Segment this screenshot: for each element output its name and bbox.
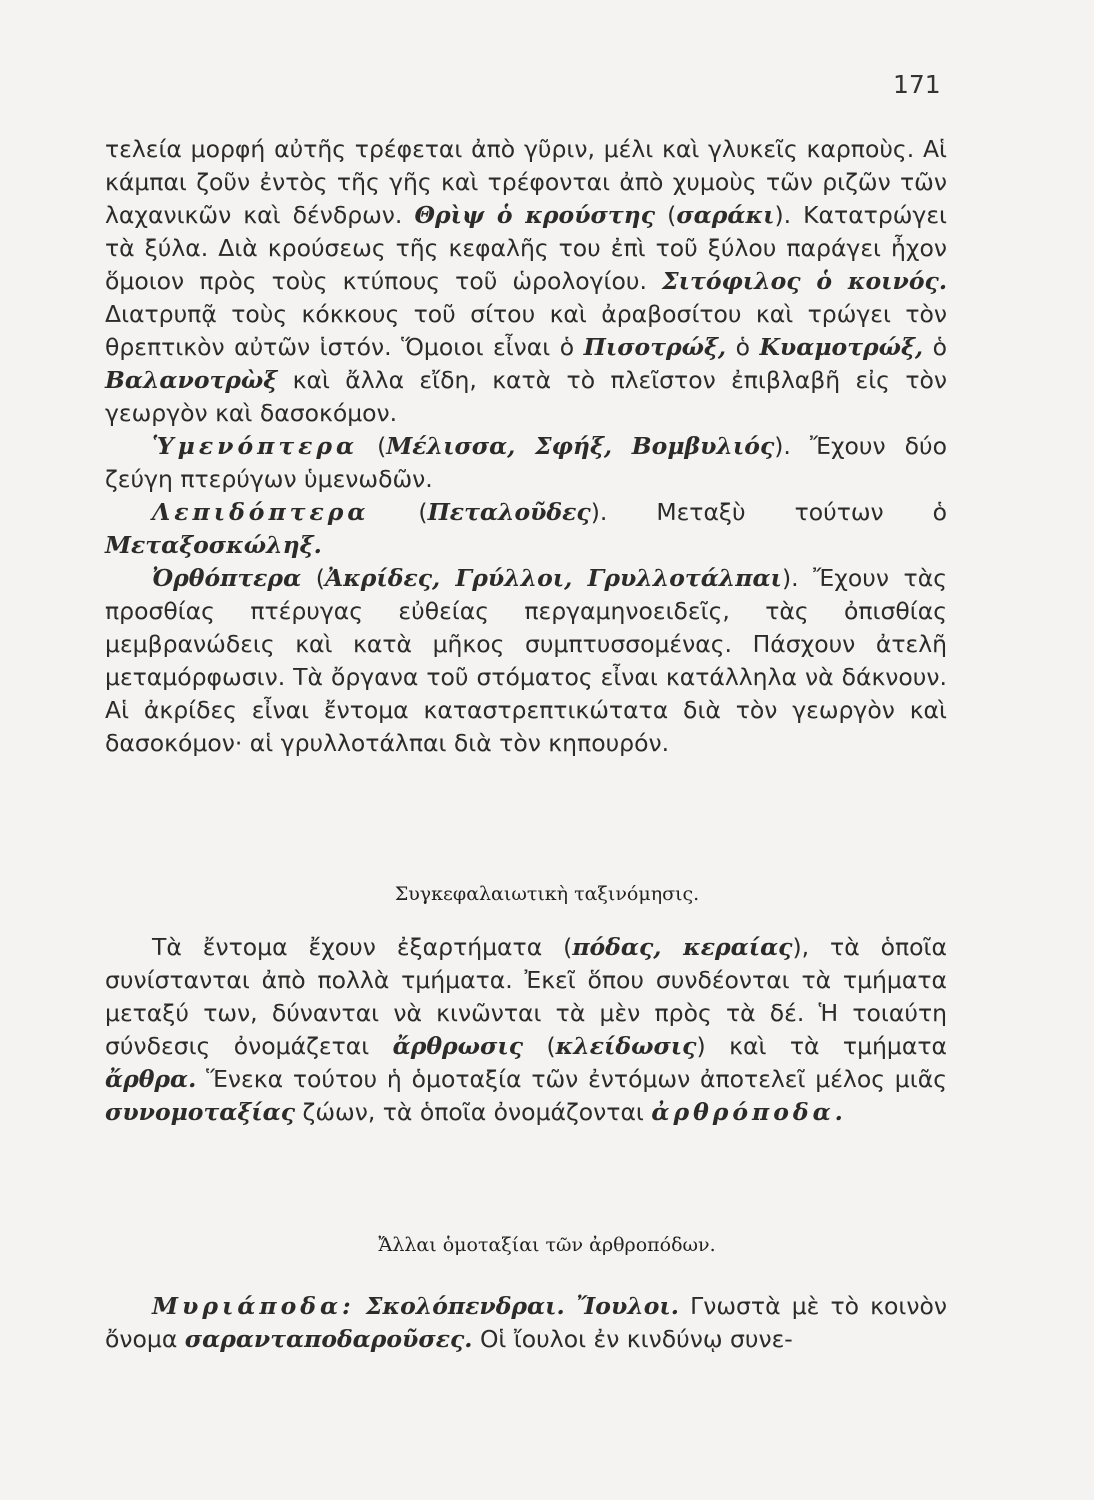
text-run: ). Ἔχουν δύο ζεύγη πτερύγων ὑμενωδῶν. bbox=[105, 432, 947, 493]
text-run: Τὰ ἔντομα ἔχουν ἐξαρτήματα ( bbox=[152, 933, 573, 961]
paragraph-hymenoptera bbox=[105, 430, 947, 496]
section-heading-summary-classification: Συγκεφαλαιωτικὴ ταξινόμησις. bbox=[394, 883, 700, 905]
order-name: Ὀρθόπτερα bbox=[152, 564, 302, 592]
text-run: ( bbox=[655, 201, 677, 229]
body-text-block-2 bbox=[105, 931, 947, 1129]
class-name: Μυριάποδα: bbox=[152, 1292, 355, 1320]
order-name: Λεπιδόπτερα bbox=[152, 498, 370, 526]
text-run: ὁ bbox=[923, 333, 947, 361]
examples: Ἀκρίδες, Γρύλλοι, Γρυλλοτάλπαι bbox=[324, 564, 782, 592]
text-run: ζώων, τὰ ὁποῖα ὀνομάζονται bbox=[295, 1098, 652, 1126]
paragraph-insects-continued bbox=[105, 133, 947, 430]
text-run: ). Μεταξὺ τούτων ὁ bbox=[590, 498, 948, 526]
paragraph-appendages bbox=[105, 931, 947, 1129]
body-text-block-3 bbox=[105, 1290, 947, 1356]
text-run: Ἕνεκα τούτου ἡ ὁμοταξία τῶν ἐντόμων ἀποτελεῖ μέλος μιᾶς bbox=[196, 1065, 947, 1093]
examples: Σκολόπενδραι. Ἴουλοι. bbox=[365, 1292, 679, 1320]
section-heading-other-classes: Ἄλλαι ὁμοταξίαι τῶν ἀρθροπόδων. bbox=[378, 1234, 716, 1256]
text-run: ( bbox=[523, 1032, 556, 1060]
common-name: σαρανταποδαροῦσες. bbox=[184, 1325, 473, 1353]
paragraph-orthoptera bbox=[105, 562, 947, 760]
examples: Πεταλοῦδες bbox=[427, 498, 591, 526]
text-run: Γνωστὰ μὲ τὸ κοινὸν ὄνομα bbox=[105, 1292, 947, 1353]
species-name: Κυαμοτρώξ, bbox=[759, 333, 924, 361]
examples: Μέλισσα, Σφήξ, Βομβυλιός bbox=[386, 432, 775, 460]
term: κλείδωσις bbox=[555, 1032, 697, 1060]
text-run: τελεία μορφή αὐτῆς τρέφεται ἀπὸ γῦριν, μέλι καὶ γλυκεῖς καρποὺς. Αἱ κάμπαι ζοῦν ἐντὸς τῆς γῆς καὶ τρέφονται ἀπὸ χυμοὺς τῶν ριζῶν τῶν λαχανικῶν καὶ δένδρων. bbox=[105, 135, 947, 229]
text-run: ὁ bbox=[726, 333, 760, 361]
text-run: καὶ ἄλλα εἴδη, κατὰ τὸ πλεῖστον ἐπιβλαβῆ εἰς τὸν γεωργὸν καὶ δασοκόμον. bbox=[105, 366, 947, 427]
text-run: Διατρυπᾷ τοὺς κόκκους τοῦ σίτου καὶ ἀραβοσίτου καὶ τρώγει τὸν θρεπτικὸν αὐτῶν ἱστόν. Ὅμοιοι εἶναι ὁ bbox=[105, 300, 947, 361]
common-name: σαράκι bbox=[676, 201, 775, 229]
body-text-block-1 bbox=[105, 133, 947, 760]
term: ἀρθρόποδα. bbox=[651, 1098, 847, 1126]
species-name: Βαλανοτρὼξ bbox=[105, 366, 278, 394]
text-run: ), τὰ ὁποῖα συνίστανται ἀπὸ πολλὰ τμήματα. Ἐκεῖ ὅπου συνδέονται τὰ τμήματα μεταξύ των, δύνανται νὰ κινῶνται τὰ μὲν πρὸς τὰ δέ. Ἡ τοιαύτη σύνδεσις ὀνομάζεται bbox=[105, 933, 947, 1060]
text-run: ( bbox=[369, 498, 428, 526]
species-name: Πισοτρώξ, bbox=[583, 333, 727, 361]
text-run: ). Ἔχουν τὰς προσθίας πτέρυγας εὐθείας περγαμηνοειδεῖς, τὰς ὀπισθίας μεμβρανώδεις καὶ κατὰ μῆκος συμπτυσσομένας. Πάσχουν ἀτελῆ μεταμόρφωσιν. Τὰ ὄργανα τοῦ στόματος εἶναι κατάλληλα νὰ δάκνουν. Αἱ ἀκρίδες εἶναι ἔντομα καταστρεπτικώτατα διὰ τὸν γεωργὸν καὶ δασοκόμον· αἱ γρυλλοτάλπαι διὰ τὸν κηπουρόν. bbox=[105, 564, 947, 757]
paragraph-myriapoda bbox=[105, 1290, 947, 1356]
text-run: ). Κατατρώγει τὰ ξύλα. Διὰ κρούσεως τῆς κεφαλῆς του ἐπὶ τοῦ ξύλου παράγει ἦχον ὅμοιον πρὸς τοὺς κτύπους τοῦ ὡρολογίου. bbox=[105, 201, 947, 295]
term: πόδας, κεραίας bbox=[572, 933, 793, 961]
term: ἄρθρα. bbox=[105, 1065, 197, 1093]
text-run: ( bbox=[358, 432, 387, 460]
page-number: 171 bbox=[893, 70, 941, 99]
paragraph-lepidoptera bbox=[105, 496, 947, 562]
text-run: ( bbox=[301, 564, 325, 592]
text-run: ) καὶ τὰ τμήματα bbox=[696, 1032, 947, 1060]
order-name: Ὑμενόπτερα bbox=[152, 432, 359, 460]
text-run: Οἱ ἴουλοι ἐν κινδύνῳ συνε- bbox=[472, 1325, 793, 1353]
species-name: Μεταξοσκώληξ. bbox=[105, 531, 322, 559]
term: ἄρθρωσις bbox=[392, 1032, 524, 1060]
species-name: Σιτόφιλος ὁ κοινός. bbox=[662, 267, 947, 295]
term: συνομοταξίας bbox=[105, 1098, 296, 1126]
species-name: Θρὶψ ὁ κρούστης bbox=[414, 201, 656, 229]
text-run bbox=[355, 1292, 366, 1320]
